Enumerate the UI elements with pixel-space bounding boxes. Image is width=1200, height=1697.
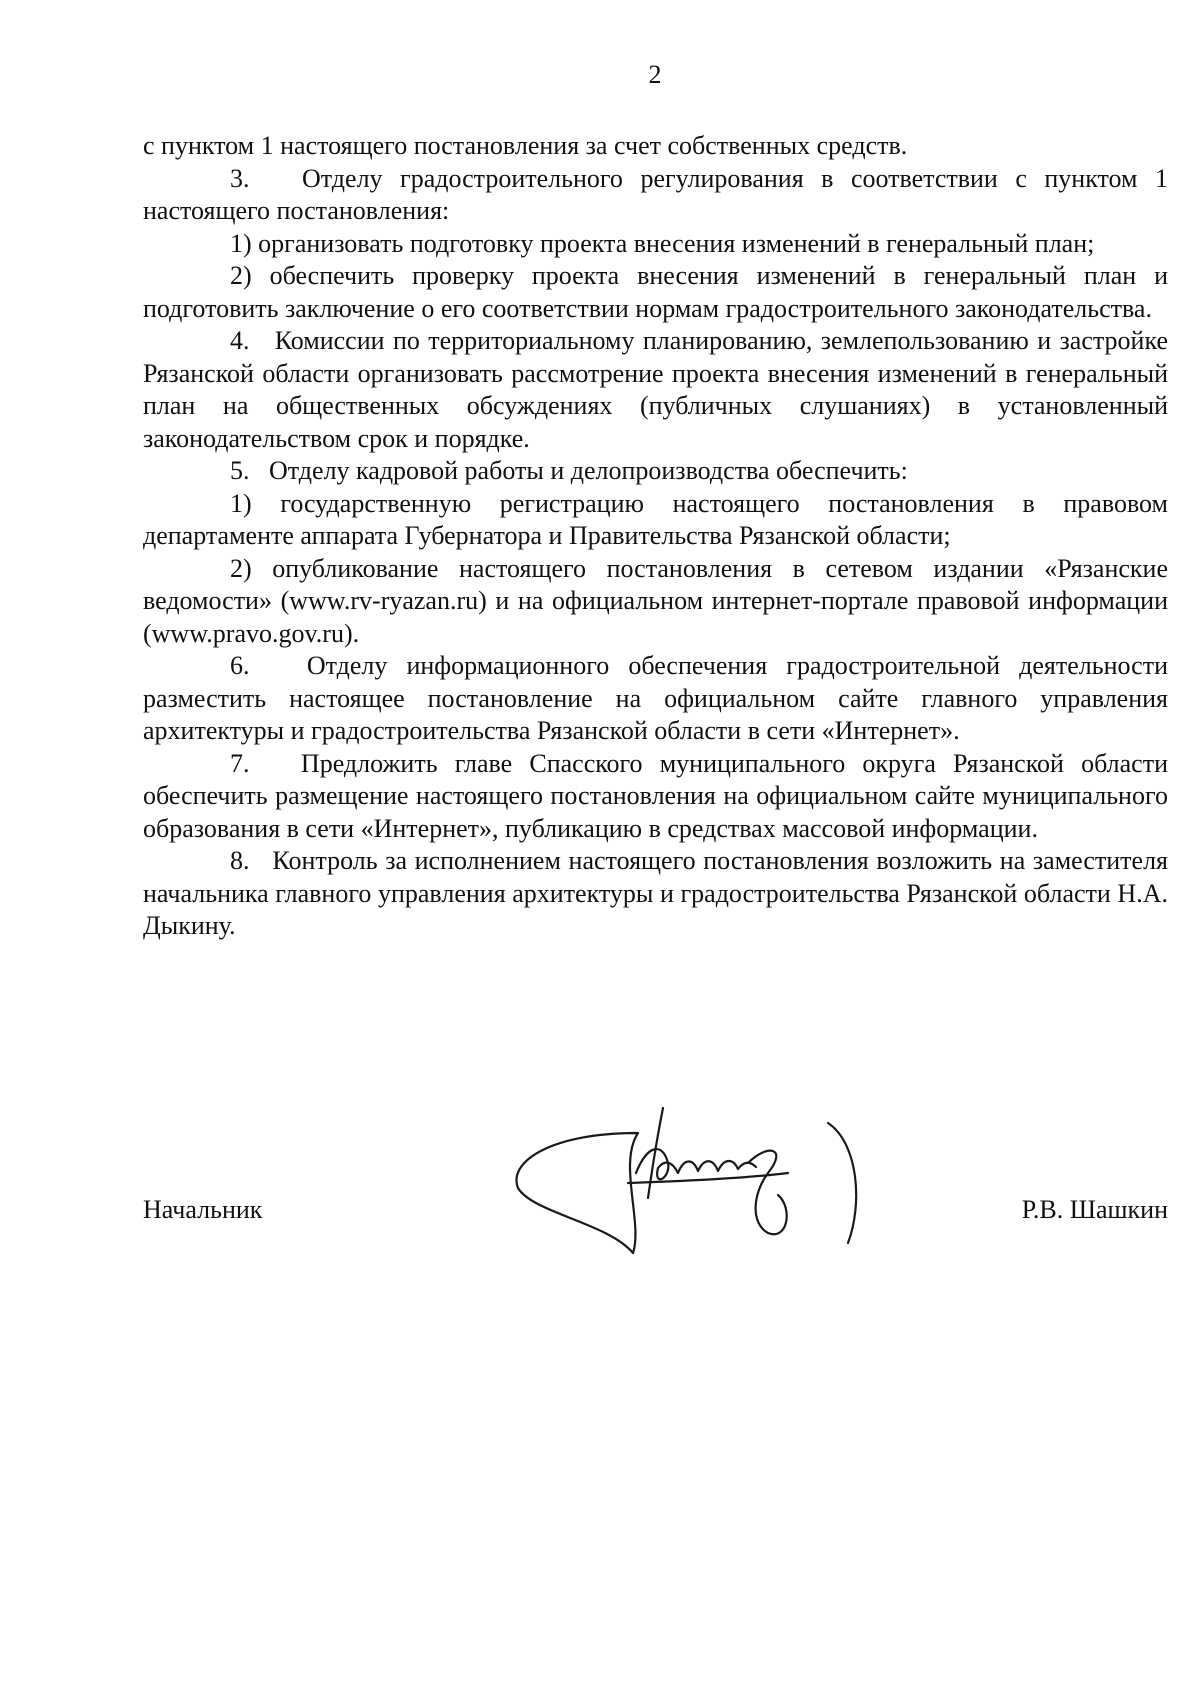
- paragraph-item-8: 8. Контроль за исполнением настоящего постановления возложить на заместителя начальника главного управления архитектуры и градостроительства Рязанской области Н.А. Дыкину.: [143, 846, 1168, 940]
- signature-block: [143, 1165, 1168, 1285]
- paragraph-item-6: 6. Отделу информационного обеспечения градостроительной деятельности разместить настоящее постановление на официальном сайте главного управления архитектуры и градостроительства Рязанской области в сети «Интернет».: [143, 651, 1168, 745]
- paragraph-item-4: 4. Комиссии по территориальному планированию, землепользованию и застройке Рязанской области организовать рассмотрение проекта внесения изменений в генеральный план на общественных обсуждениях (публичных слушаниях) в установленный законодательством срок и порядке.: [143, 326, 1168, 453]
- page-number: 2: [648, 60, 662, 89]
- handwritten-signature: [488, 1103, 878, 1263]
- paragraph-item-7: 7. Предложить главе Спасского муниципального округа Рязанской области обеспечить размещение настоящего постановления на официальном сайте муниципального образования в сети «Интернет», публикацию в средствах массовой информации.: [143, 748, 1168, 843]
- paragraph-item-3-1: 1) организовать подготовку проекта внесения изменений в генеральный план;: [230, 228, 1095, 258]
- paragraph-item-3: 3. Отделу градостроительного регулирования в соответствии с пунктом 1 настоящего постановления:: [143, 163, 1168, 225]
- paragraph-continuation: с пунктом 1 настоящего постановления за счет собственных средств.: [143, 131, 908, 160]
- document-body: [143, 130, 1168, 943]
- signatory-name: Р.В. Шашкин: [1021, 1195, 1168, 1224]
- paragraph-item-3-2: 2) обеспечить проверку проекта внесения изменений в генеральный план и подготовить заключение о его соответствии нормам градостроительного законодательства.: [143, 261, 1168, 323]
- paragraph-item-5-1: 1) государственную регистрацию настоящего постановления в правовом департаменте аппарата Губернатора и Правительства Рязанской области;: [143, 488, 1168, 550]
- paragraph-item-5: 5. Отделу кадровой работы и делопроизводства обеспечить:: [230, 456, 908, 485]
- paragraph-item-5-2: 2) опубликование настоящего постановления в сетевом издании «Рязанские ведомости» (www.rv-ryazan.ru) и на официальном интернет-портале правовой информации (www.pravo.gov.ru).: [143, 553, 1168, 648]
- signatory-title: Начальник: [143, 1195, 263, 1224]
